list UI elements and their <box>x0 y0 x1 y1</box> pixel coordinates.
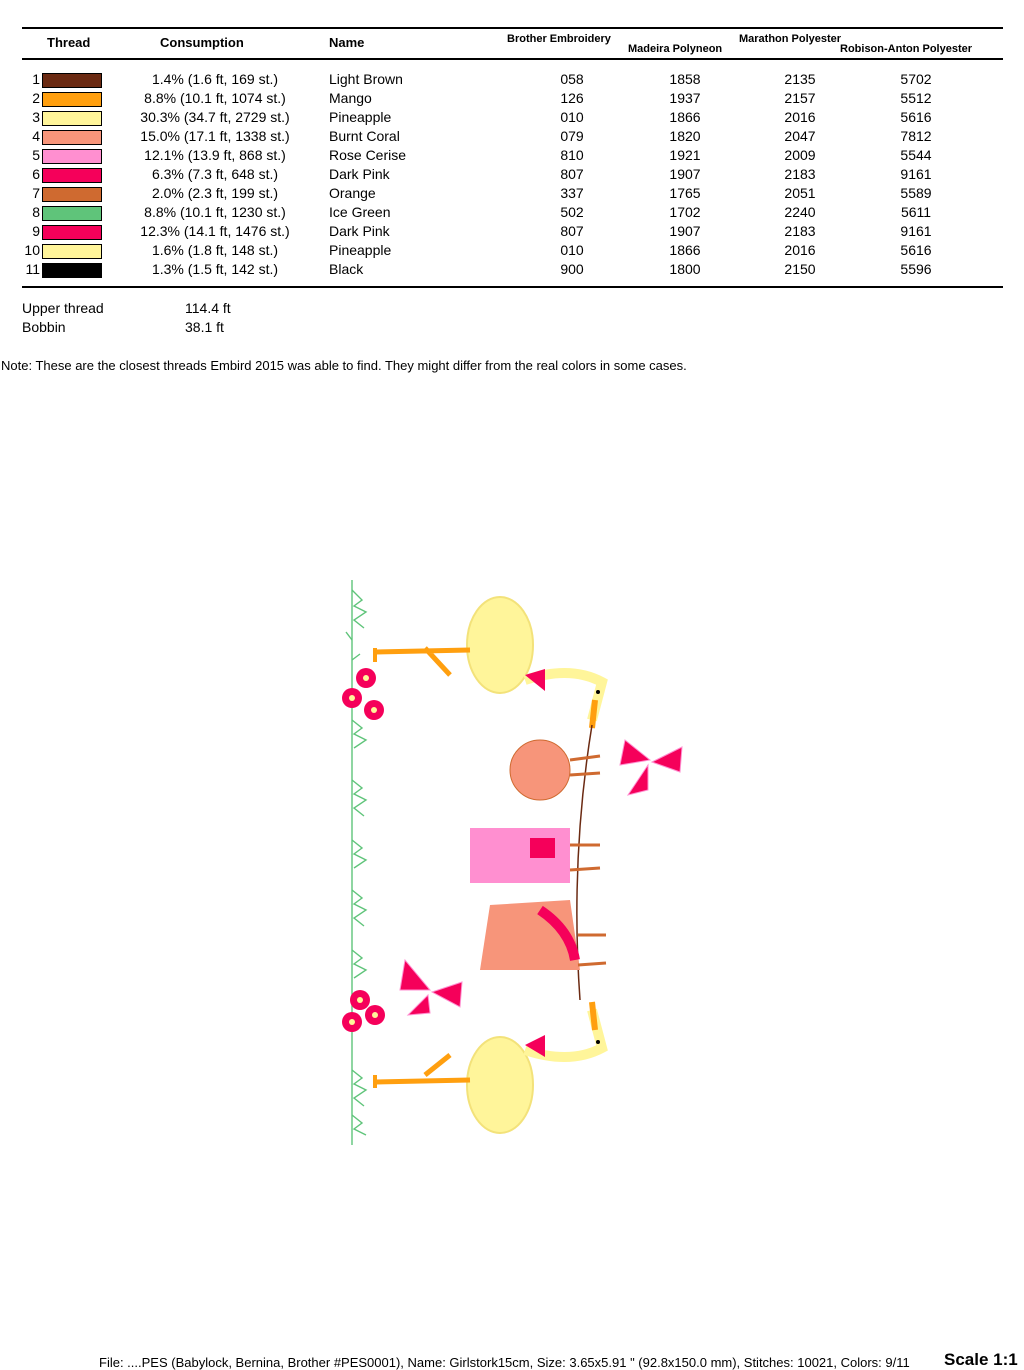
marathon-code-cell: 2240 <box>784 204 816 220</box>
color-swatch <box>42 130 102 145</box>
thread-name-cell: Dark Pink <box>329 166 390 182</box>
header-robison: Robison-Anton Polyester <box>840 43 973 55</box>
brother-code-cell: 058 <box>560 71 584 87</box>
brother-code-cell: 502 <box>560 204 584 220</box>
marathon-code-cell: 2009 <box>784 147 816 163</box>
robison-code-cell: 9161 <box>900 223 932 239</box>
color-swatch <box>42 92 102 107</box>
thread-name-cell: Light Brown <box>329 71 403 87</box>
thread-number: 10 <box>24 242 40 258</box>
thread-number: 9 <box>32 223 40 239</box>
robison-code-cell: 5616 <box>900 109 932 125</box>
grass-border <box>346 580 366 1145</box>
thread-number: 5 <box>32 147 40 163</box>
madeira-code-cell: 1866 <box>669 109 701 125</box>
table-row <box>22 128 1003 147</box>
marathon-code-cell: 2183 <box>784 166 816 182</box>
table-row <box>22 109 1003 128</box>
marathon-code-cell: 2183 <box>784 223 816 239</box>
header-madeira: Madeira Polyneon <box>628 43 723 55</box>
color-swatch <box>42 206 102 221</box>
madeira-code-cell: 1921 <box>669 147 701 163</box>
brother-code-cell: 126 <box>560 90 584 106</box>
bobbin-value: 38.1 ft <box>185 319 224 335</box>
thread-number: 1 <box>32 71 40 87</box>
robison-code-cell: 5544 <box>900 147 932 163</box>
marathon-code-cell: 2016 <box>784 242 816 258</box>
table-row <box>22 223 1003 242</box>
color-swatch <box>42 225 102 240</box>
header-bottom-rule <box>22 58 1003 60</box>
madeira-code-cell: 1858 <box>669 71 701 87</box>
madeira-code-cell: 1907 <box>669 166 701 182</box>
robison-code-cell: 5596 <box>900 261 932 277</box>
thread-name-cell: Mango <box>329 90 372 106</box>
robison-code-cell: 9161 <box>900 166 932 182</box>
flowers-top <box>342 668 384 720</box>
robison-code-cell: 7812 <box>900 128 932 144</box>
thread-number: 3 <box>32 109 40 125</box>
thread-name-cell: Rose Cerise <box>329 147 407 163</box>
consumption-cell: 1.3% (1.5 ft, 142 st.) <box>151 261 279 277</box>
consumption-cell: 12.1% (13.9 ft, 868 st.) <box>144 147 286 163</box>
madeira-code-cell: 1765 <box>669 185 701 201</box>
consumption-cell: 12.3% (14.1 ft, 1476 st.) <box>140 223 290 239</box>
consumption-cell: 8.8% (10.1 ft, 1230 st.) <box>144 204 286 220</box>
thread-name-cell: Dark Pink <box>329 223 390 239</box>
table-row <box>22 71 1003 90</box>
brother-code-cell: 010 <box>560 109 584 125</box>
color-swatch <box>42 73 102 88</box>
embroidery-design-preview <box>330 570 700 1160</box>
marathon-code-cell: 2135 <box>784 71 816 87</box>
header-thread: Thread <box>47 35 91 50</box>
brother-code-cell: 810 <box>560 147 584 163</box>
bobbin-label: Bobbin <box>22 319 66 335</box>
thread-name-cell: Black <box>329 261 364 277</box>
thread-name-cell: Pineapple <box>329 242 392 258</box>
thread-number: 7 <box>32 185 40 201</box>
note-text: Note: These are the closest threads Embird 2015 was able to find. They might differ from the real colors in some cases. <box>1 358 687 373</box>
madeira-code-cell: 1820 <box>669 128 701 144</box>
thread-number: 8 <box>32 204 40 220</box>
consumption-cell: 15.0% (17.1 ft, 1338 st.) <box>140 128 290 144</box>
madeira-code-cell: 1702 <box>669 204 701 220</box>
table-row <box>22 147 1003 166</box>
upper-thread-label: Upper thread <box>22 300 104 316</box>
table-row <box>22 185 1003 204</box>
thread-number: 2 <box>32 90 40 106</box>
bonnet <box>510 740 600 800</box>
brother-code-cell: 807 <box>560 223 584 239</box>
consumption-cell: 6.3% (7.3 ft, 648 st.) <box>151 166 279 182</box>
header-brother: Brother Embroidery <box>507 33 611 45</box>
marathon-code-cell: 2016 <box>784 109 816 125</box>
madeira-code-cell: 1800 <box>669 261 701 277</box>
flowers-bottom <box>342 990 385 1032</box>
color-swatch <box>42 149 102 164</box>
thread-number: 4 <box>32 128 40 144</box>
table-row <box>22 166 1003 185</box>
table-top-rule <box>22 27 1003 29</box>
upper-thread-value: 114.4 ft <box>185 300 231 316</box>
thread-number: 6 <box>32 166 40 182</box>
consumption-cell: 2.0% (2.3 ft, 199 st.) <box>151 185 279 201</box>
marathon-code-cell: 2150 <box>784 261 816 277</box>
header-marathon: Marathon Polyester <box>739 33 842 45</box>
robison-code-cell: 5616 <box>900 242 932 258</box>
table-bottom-rule <box>22 286 1003 288</box>
top-bird <box>375 597 602 728</box>
marathon-code-cell: 2051 <box>784 185 816 201</box>
color-swatch <box>42 187 102 202</box>
robison-code-cell: 5512 <box>900 90 932 106</box>
consumption-cell: 1.4% (1.6 ft, 169 st.) <box>151 71 279 87</box>
brother-code-cell: 079 <box>560 128 584 144</box>
butterfly-right <box>620 740 682 795</box>
butterfly-left <box>400 960 462 1015</box>
madeira-code-cell: 1866 <box>669 242 701 258</box>
robison-code-cell: 5589 <box>900 185 932 201</box>
color-swatch <box>42 263 102 278</box>
marathon-code-cell: 2047 <box>784 128 816 144</box>
marathon-code-cell: 2157 <box>784 90 816 106</box>
consumption-cell: 8.8% (10.1 ft, 1074 st.) <box>144 90 286 106</box>
bottom-bird <box>375 1002 602 1133</box>
table-row <box>22 261 1003 280</box>
robison-code-cell: 5702 <box>900 71 932 87</box>
brother-code-cell: 337 <box>560 185 584 201</box>
madeira-code-cell: 1907 <box>669 223 701 239</box>
file-info-footer: File: ....PES (Babylock, Bernina, Brother #PES0001), Name: Girlstork15cm, Size: 3.65x5.91 " (92.8x150.0 mm), Stitches: 10021, Colors: 9/11 <box>99 1355 910 1370</box>
brother-code-cell: 010 <box>560 242 584 258</box>
color-swatch <box>42 111 102 126</box>
scale-label: Scale 1:1 <box>944 1350 1018 1369</box>
dress <box>480 900 606 970</box>
table-row <box>22 204 1003 223</box>
header-name: Name <box>329 35 365 50</box>
brother-code-cell: 900 <box>560 261 584 277</box>
thread-name-cell: Orange <box>329 185 376 201</box>
overall <box>470 828 600 883</box>
header-consumption: Consumption <box>160 35 244 50</box>
thread-number: 11 <box>25 261 40 277</box>
thread-name-cell: Ice Green <box>329 204 391 220</box>
table-row <box>22 242 1003 261</box>
thread-name-cell: Burnt Coral <box>329 128 400 144</box>
table-row <box>22 90 1003 109</box>
thread-name-cell: Pineapple <box>329 109 392 125</box>
robison-code-cell: 5611 <box>900 204 932 220</box>
consumption-cell: 30.3% (34.7 ft, 2729 st.) <box>140 109 290 125</box>
consumption-cell: 1.6% (1.8 ft, 148 st.) <box>151 242 279 258</box>
madeira-code-cell: 1937 <box>669 90 701 106</box>
brother-code-cell: 807 <box>560 166 584 182</box>
color-swatch <box>42 168 102 183</box>
color-swatch <box>42 244 102 259</box>
